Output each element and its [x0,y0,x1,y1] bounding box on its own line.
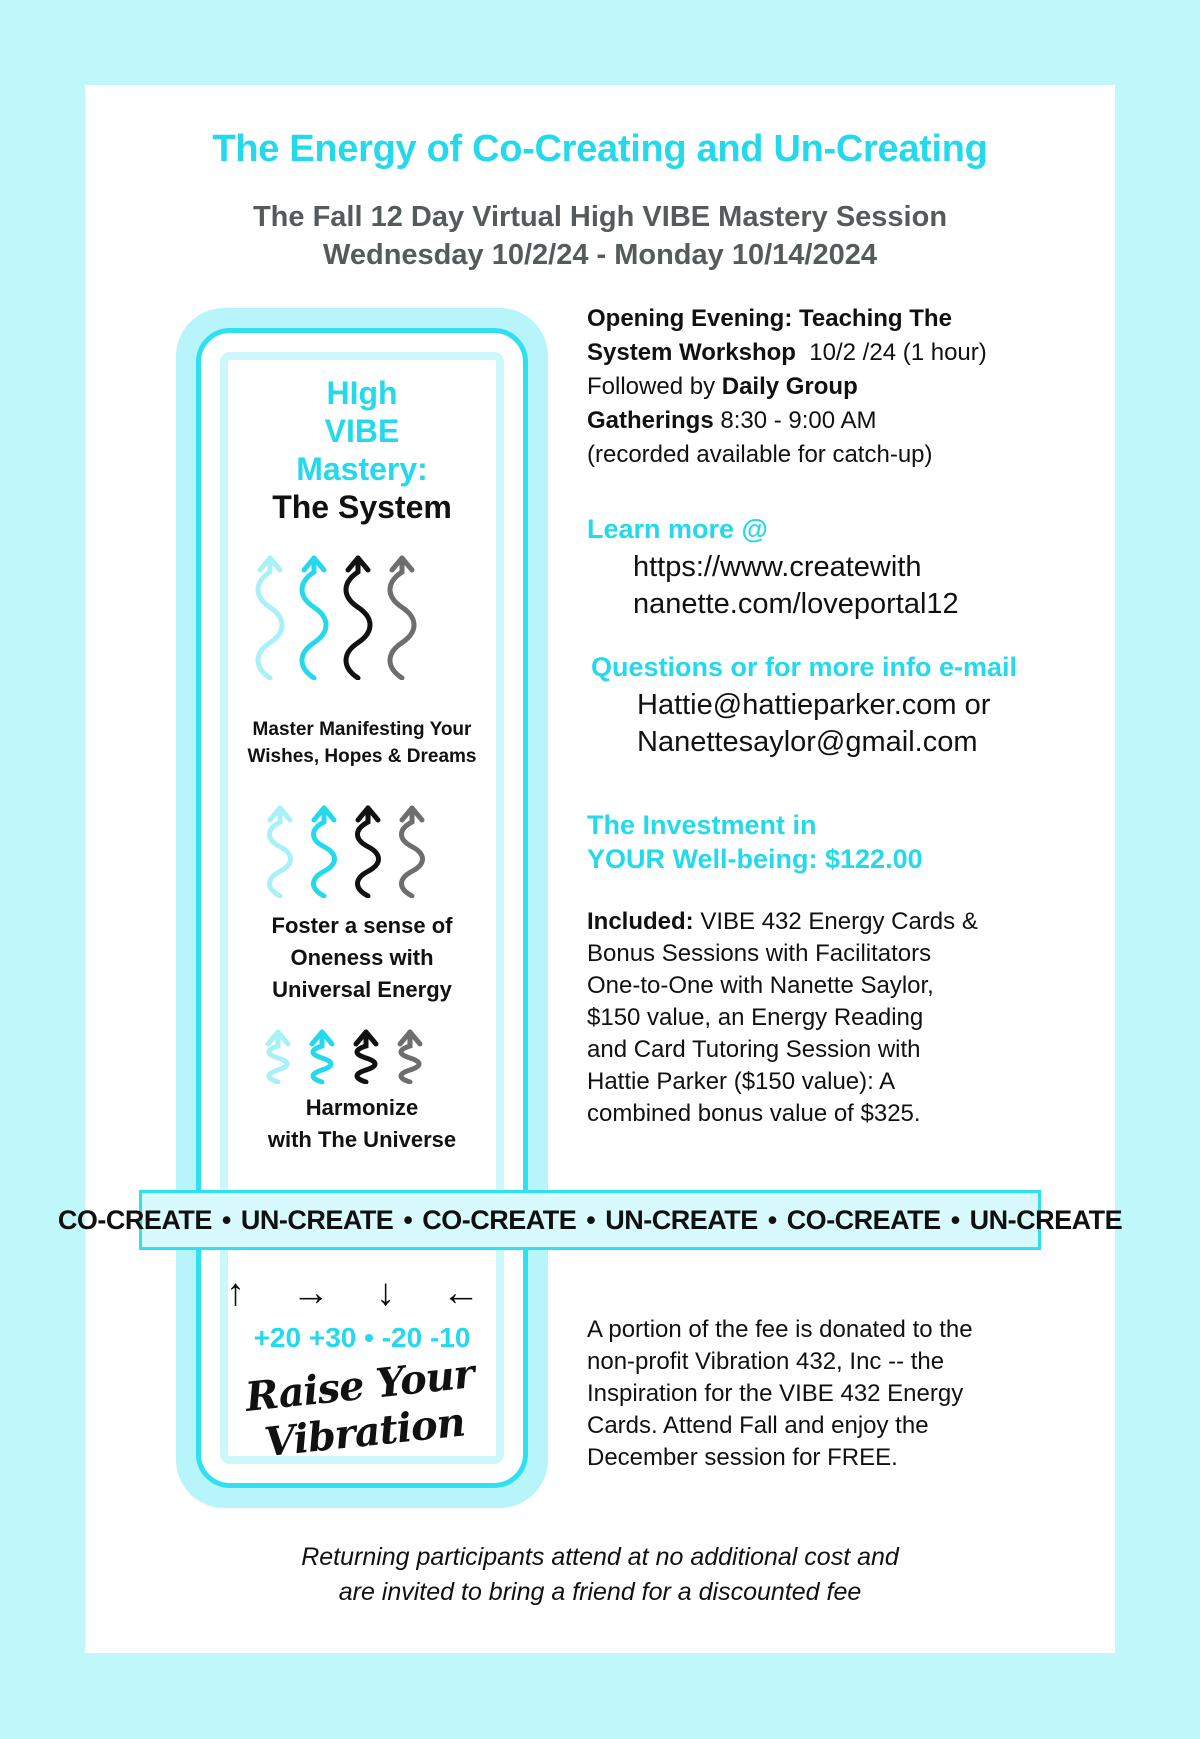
session-subtitle [0,198,1200,274]
vibration-scores: +20 +30 • -20 -10 [253,1322,471,1353]
included-line-1: VIBE 432 Energy Cards & [700,908,978,935]
donation-line-1: A portion of the fee is donated to the [587,1316,973,1343]
donation-line-4: Cards. Attend Fall and enjoy the [587,1412,929,1439]
gatherings-label: Gatherings [587,407,714,434]
harmonize-line-2: with The Universe [267,1127,457,1152]
banner-item: UN-CREATE [605,1204,758,1235]
wavy-arrow-shaft [270,808,291,896]
donation-line-3: Inspiration for the VIBE 432 Energy [587,1380,964,1407]
banner-item: CO-CREATE [786,1204,941,1235]
banner-item: CO-CREATE [57,1204,212,1235]
banner-item: UN-CREATE [240,1204,394,1235]
included-label: Included: [587,908,694,935]
wavy-arrow-shaft [358,808,379,896]
subtitle-line-2: Wednesday 10/2/24 - Monday 10/14/2024 [323,239,877,271]
banner-item: UN-CREATE [969,1204,1123,1235]
co-create-banner [57,1190,1123,1250]
banner-separator: • [586,1204,596,1235]
subtitle-line-1: The Fall 12 Day Virtual High VIBE Mastery Session [252,201,948,233]
direction-arrows-icon: ↑ → ↓ ← [226,1272,498,1314]
wavy-arrows-icon-large [252,548,452,680]
opening-heading: Opening Evening: Teaching The [587,305,952,332]
included-line-4: $150 value, an Energy Reading [587,1004,924,1031]
recorded-note: (recorded available for catch-up) [587,441,933,468]
wavy-arrows-icon-small [260,1022,450,1084]
wavy-arrow-shaft [346,558,370,678]
included-line-3: One-to-One with Nanette Saylor, [587,972,934,999]
system-title [220,374,504,526]
oneness-line-3: Universal Energy [272,977,452,1002]
followed-by-text: Followed by [587,373,716,400]
wavy-arrows-icon-medium [262,798,452,898]
contact-emails [591,687,1111,761]
returning-participants-note [0,1540,1200,1610]
opening-evening-info [587,302,1087,472]
wavy-arrow-shaft [402,808,423,896]
banner-separator: • [950,1204,960,1235]
donation-line-5: December session for FREE. [587,1444,898,1471]
footer-line-1: Returning participants attend at no additional cost and [301,1543,899,1571]
daily-group-label: Daily Group [721,373,858,400]
website-line-2[interactable]: nanette.com/loveportal12 [633,588,959,620]
included-section [587,906,1087,1130]
banner-separator: • [403,1204,413,1235]
learn-more-heading: Learn more @ [587,514,768,544]
harmonize-line-1: Harmonize [305,1095,419,1120]
banner-item: CO-CREATE [422,1204,577,1235]
wavy-arrow-shaft [314,808,335,896]
banner-separator: • [767,1204,777,1235]
banner-separator: • [221,1204,231,1235]
workshop-label: System Workshop [587,339,796,366]
system-title-line-3: Mastery: [296,451,428,487]
email-hattie[interactable]: Hattie@hattieparker.com or [637,689,991,721]
wavy-arrow-shaft [258,558,282,678]
oneness-line-2: Oneness with [290,945,434,970]
footer-line-2: are invited to bring a friend for a discounted fee [338,1578,862,1606]
manifesting-line-2: Wishes, Hopes & Dreams [247,746,477,767]
donation-line-2: non-profit Vibration 432, Inc -- the [587,1348,945,1375]
website-link[interactable] [587,549,1087,623]
system-title-line-2: VIBE [324,413,400,449]
learn-more-section [587,514,1087,623]
investment-line-1: The Investment in [587,810,817,840]
workshop-date: 10/2 /24 (1 hour) [809,339,987,366]
included-line-6: Hattie Parker ($150 value): A [587,1068,896,1095]
donation-section [587,1314,1107,1474]
harmonize-caption [220,1092,504,1156]
system-title-line-1: HIgh [326,375,398,411]
website-line-1[interactable]: https://www.createwith [633,551,922,583]
email-nanette[interactable]: Nanettesaylor@gmail.com [637,726,978,758]
raise-your-vibration-script: Raise Your Vibration [243,1350,476,1467]
system-title-line-4: The System [272,489,452,525]
oneness-line-1: Foster a sense of [271,913,453,938]
investment-section [587,808,1087,876]
wavy-arrow-shaft [390,558,414,678]
page-title: The Energy of Co-Creating and Un-Creating [212,128,988,170]
contact-heading: Questions or for more info e-mail [591,652,1018,682]
contact-section [591,652,1111,761]
included-line-7: combined bonus value of $325. [587,1100,921,1127]
gathering-time: 8:30 - 9:00 AM [720,407,877,434]
included-line-2: Bonus Sessions with Facilitators [587,940,932,967]
investment-price: YOUR Well-being: $122.00 [587,844,923,874]
oneness-caption [220,910,504,1006]
wavy-arrow-shaft [302,558,326,678]
included-line-5: and Card Tutoring Session with [587,1036,921,1063]
manifesting-caption [220,716,504,770]
manifesting-line-1: Master Manifesting Your [252,719,472,740]
